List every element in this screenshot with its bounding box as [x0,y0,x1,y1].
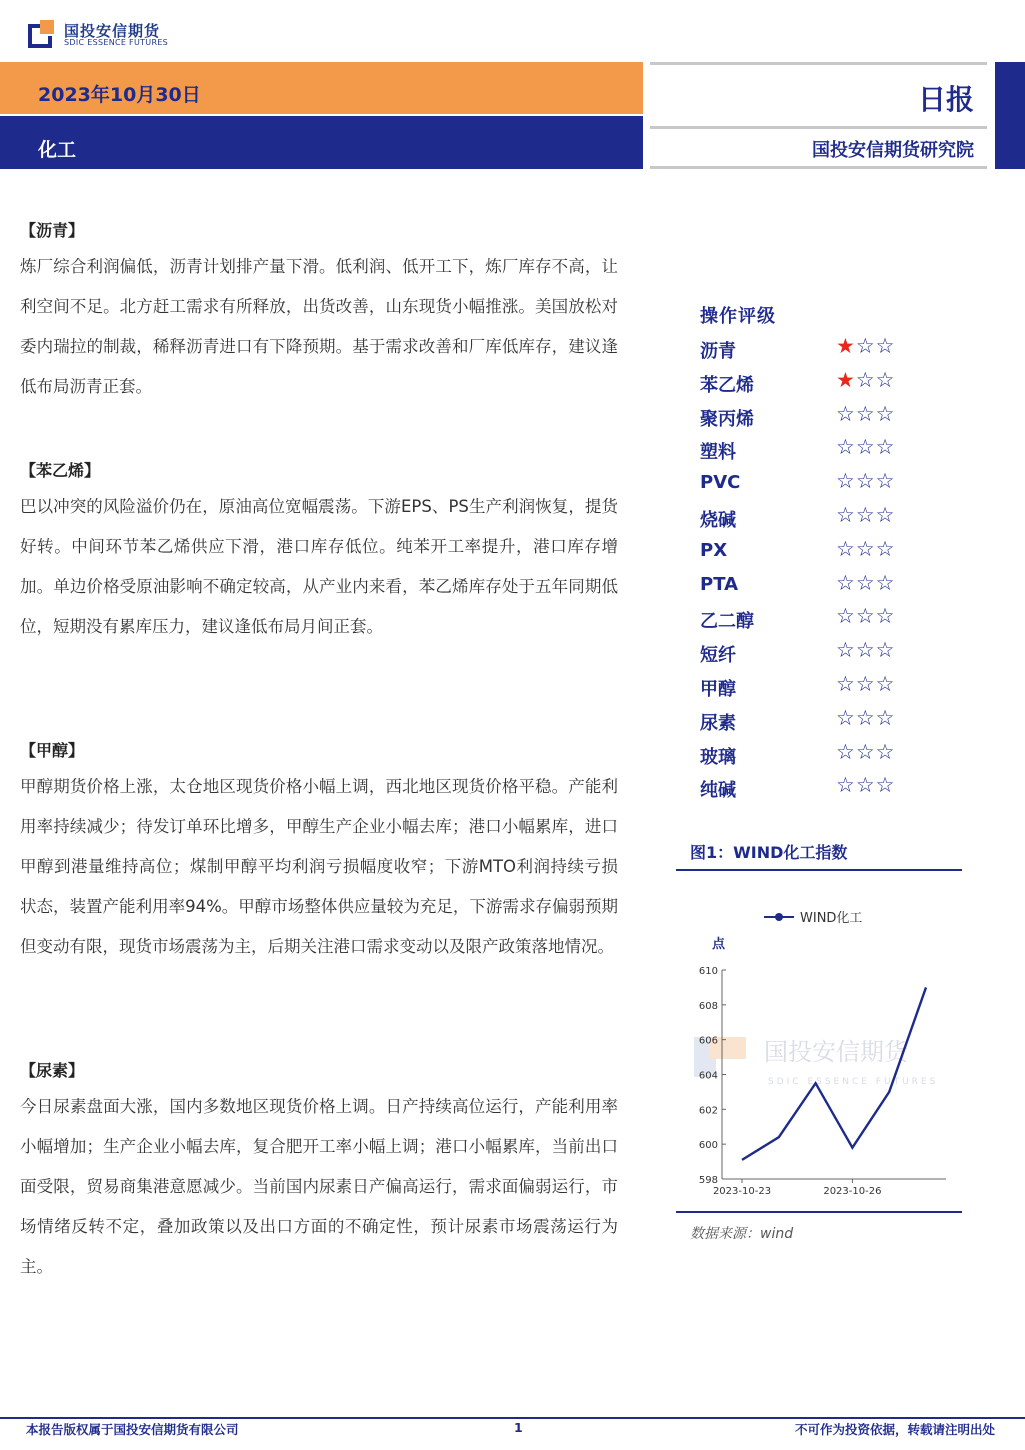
rating-stars [836,334,895,358]
star-outline-icon: ☆ [875,435,896,460]
star-outline-icon: ☆ [875,739,896,764]
header-divider [650,166,987,169]
star-outline-icon: ☆ [875,469,896,494]
rating-name: 玻璃 [700,746,736,768]
star-outline-icon: ☆ [855,672,876,696]
star-outline-icon: ☆ [875,672,896,696]
star-outline-icon: ☆ [855,334,876,358]
rating-stars [836,604,895,628]
rating-stars [836,368,895,392]
rating-stars [836,638,895,662]
sector-bar [0,116,643,169]
rating-name: PTA [700,573,739,595]
watermark-text: 国投安信期货 [764,1038,908,1066]
star-outline-icon: ☆ [855,401,876,426]
rating-stars [836,706,895,730]
header-accent [995,62,1025,169]
footer-copyright: 本报告版权属于国投安信期货有限公司 [26,1422,239,1437]
star-outline-icon: ☆ [855,435,876,460]
legend-marker [775,913,783,921]
rating-name: 甲醇 [700,679,736,700]
star-outline-icon: ☆ [836,503,856,527]
institute-name: 国投安信期货研究院 [812,140,974,161]
rating-stars [836,402,895,426]
star-outline-icon: ☆ [836,604,856,629]
star-outline-icon: ☆ [875,401,896,426]
ratings-title: 操作评级 [700,306,776,327]
section-text-methanol: 甲醇期货价格上涨，太仓地区现货价格小幅上调，西北地区现货价格平稳。产能利用率持续减少；待发订单环比增多，甲醇生产企业小幅去库；港口小幅累库，进口甲醇到港量维持高位；煤制甲醇平均利润亏损幅度收窄；下游MTO利润持续亏损状态，装置产能利用率94%。甲醇市场整体供应量较为充足，下游需求存偏弱预期但变动有限，现货市场震荡为主，后期关注港口需求变动以及限产政策落地情况。 [20,777,618,956]
rating-stars [836,469,895,493]
star-outline-icon: ☆ [836,435,856,460]
rating-name: 塑料 [700,442,736,464]
star-outline-icon: ☆ [875,638,896,663]
section-title-methanol: 【甲醇】 [20,741,85,760]
x-tick-label: 2023-10-26 [823,1186,882,1197]
rating-stars [836,740,895,764]
rating-name: 纯碱 [700,780,736,802]
x-tick-label: 2023-10-23 [712,1186,772,1197]
watermark-subtext: SDIC ESSENCE FUTURES [768,1077,939,1087]
y-tick-label: 602 [698,1105,718,1117]
star-outline-icon: ☆ [855,705,876,730]
star-outline-icon: ☆ [855,739,876,764]
page-number: 1 [514,1420,523,1435]
star-outline-icon: ☆ [875,334,896,358]
star-outline-icon: ☆ [855,469,876,494]
star-outline-icon: ☆ [855,367,876,392]
report-type: 日报 [917,83,974,116]
section-text-asphalt: 炼厂综合利润偏低，沥青计划排产量下滑。低利润、低开工下，炼厂库存不高，让利空间不足。北方赶工需求有所释放，出货改善，山东现货小幅推涨。美国放松对委内瑞拉的制裁，稀释沥青进口有下降预期。基于需求改善和厂库低库存，建议逢低布局沥青正套。 [20,257,618,396]
star-outline-icon: ☆ [836,570,856,595]
header-divider [650,62,987,65]
y-tick-label: 608 [698,1000,718,1012]
star-outline-icon: ☆ [875,604,896,629]
star-outline-icon: ☆ [855,536,876,561]
star-outline-icon: ☆ [875,705,896,730]
y-tick-label: 598 [698,1175,718,1186]
star-outline-icon: ☆ [836,773,856,798]
footer-rule [0,1417,1025,1419]
y-tick-label: 604 [698,1070,718,1082]
rating-name: 短纤 [700,645,736,667]
star-outline-icon: ☆ [836,536,856,561]
line-chart [676,872,962,1208]
y-tick-label: 606 [698,1035,718,1047]
rating-stars [836,773,895,797]
rating-name: PX [700,539,728,561]
footer-disclaimer: 不可作为投资依据，转载请注明出处 [794,1422,995,1437]
star-outline-icon: ☆ [875,773,896,798]
section-title-styrene: 【苯乙烯】 [20,461,101,480]
section-title-asphalt: 【沥青】 [20,221,85,240]
section-text-urea: 今日尿素盘面大涨，国内多数地区现货价格上调。日产持续高位运行，产能利用率小幅增加；生产企业小幅去库，复合肥开工率小幅上调；港口小幅累库，当前出口面受限，贸易商集港意愿减少。当前国内尿素日产偏高运行，需求面偏弱运行，市场情绪反转不定，叠加政策以及出口方面的不确定性，预计尿素市场震荡运行为主。 [20,1097,618,1276]
y-axis-unit: 点 [712,937,726,952]
star-outline-icon: ☆ [855,570,876,595]
logo-icon [26,20,56,48]
star-outline-icon: ☆ [875,503,896,527]
rating-stars [836,571,895,595]
rating-stars [836,503,895,527]
star-outline-icon: ☆ [836,672,856,696]
star-outline-icon: ☆ [836,739,856,764]
logo-subtext: SDIC ESSENCE FUTURES [64,38,169,47]
rating-stars [836,672,895,696]
star-outline-icon: ☆ [875,570,896,595]
star-filled-icon: ★ [836,334,856,358]
rating-name: 烧碱 [700,510,736,531]
report-date: 2023年10月30日 [38,84,201,106]
figure-title: 图1：WIND化工指数 [690,843,848,862]
rating-name: 苯乙烯 [700,374,754,396]
rating-stars [836,537,895,561]
star-outline-icon: ☆ [836,469,856,494]
star-outline-icon: ☆ [836,638,856,663]
star-outline-icon: ☆ [855,638,876,663]
star-outline-icon: ☆ [855,773,876,798]
rating-name: PVC [700,472,741,494]
rating-name: 沥青 [700,341,736,362]
rating-name: 乙二醇 [700,611,754,633]
legend-label: WIND化工 [800,911,863,926]
section-title-urea: 【尿素】 [20,1061,85,1080]
figure-source: 数据来源：wind [690,1226,794,1242]
header-divider [650,126,987,129]
star-outline-icon: ☆ [875,536,896,561]
section-text-styrene: 巴以冲突的风险溢价仍在，原油高位宽幅震荡。下游EPS、PS生产利润恢复，提货好转。中间环节苯乙烯供应下滑，港口库存低位。纯苯开工率提升，港口库存增加。单边价格受原油影响不确定较高，从产业内来看，苯乙烯库存处于五年同期低位，短期没有累库压力，建议逢低布局月间正套。 [20,497,618,636]
logo-text: 国投安信期货 [64,22,161,40]
star-filled-icon: ★ [836,367,856,392]
star-outline-icon: ☆ [836,705,856,730]
y-tick-label: 610 [698,966,718,977]
star-outline-icon: ☆ [855,604,876,629]
y-tick-label: 600 [698,1140,718,1152]
star-outline-icon: ☆ [875,367,896,392]
rating-name: 聚丙烯 [700,408,754,430]
star-outline-icon: ☆ [855,503,876,527]
report-sector: 化工 [38,139,77,161]
rating-name: 尿素 [700,712,736,734]
figure-rule [676,869,962,871]
rating-stars [836,435,895,459]
series-line [742,987,926,1159]
figure-rule [676,1211,962,1213]
star-outline-icon: ☆ [836,401,856,426]
